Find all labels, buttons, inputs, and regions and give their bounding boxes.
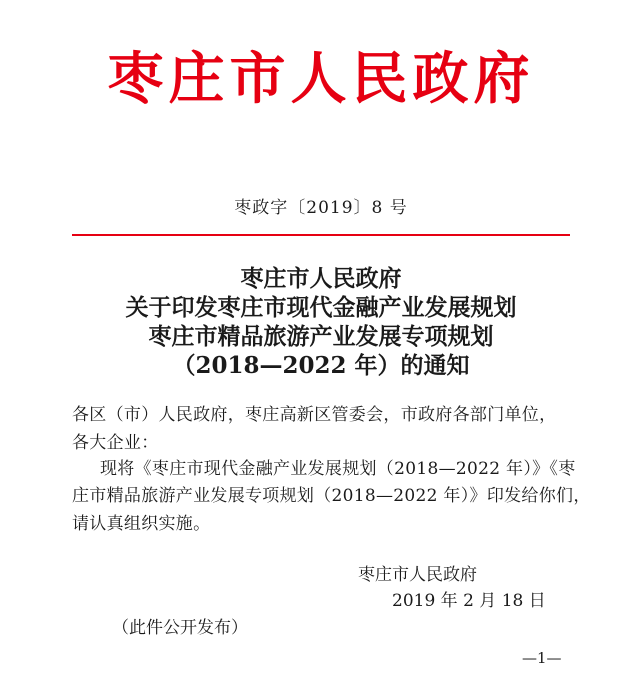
title-line-3: 枣庄市精品旅游产业发展专项规划: [148, 323, 494, 350]
body-line-1: 现将《枣庄市现代金融产业发展规划（2018—2022 年）》《枣: [100, 459, 576, 479]
signature-issuer: 枣庄市人民政府: [358, 565, 477, 585]
signature-date: 2019 年 2 月 18 日: [392, 591, 546, 611]
publish-note: （此件公开发布）: [112, 618, 248, 638]
body-line-3: 请认真组织实施。: [72, 514, 211, 534]
document-number: 枣政字〔2019〕8 号: [234, 198, 408, 218]
title-line-4: （2018—2022 年）的通知: [172, 352, 470, 379]
body-line-2: 庄市精品旅游产业发展专项规划（2018—2022 年）》印发给你们，: [72, 486, 591, 506]
recipients-line-2: 各大企业：: [72, 433, 159, 453]
red-separator-line: [72, 234, 570, 236]
issuer-masthead: 枣庄市人民政府: [107, 46, 535, 112]
recipients-line-1: 各区（市）人民政府，枣庄高新区管委会，市政府各部门单位，: [72, 405, 557, 425]
document-title: [0, 264, 642, 380]
title-line-1: 枣庄市人民政府: [240, 265, 402, 292]
title-line-2: 关于印发枣庄市现代金融产业发展规划: [125, 294, 517, 321]
page-number: —1—: [522, 649, 562, 667]
